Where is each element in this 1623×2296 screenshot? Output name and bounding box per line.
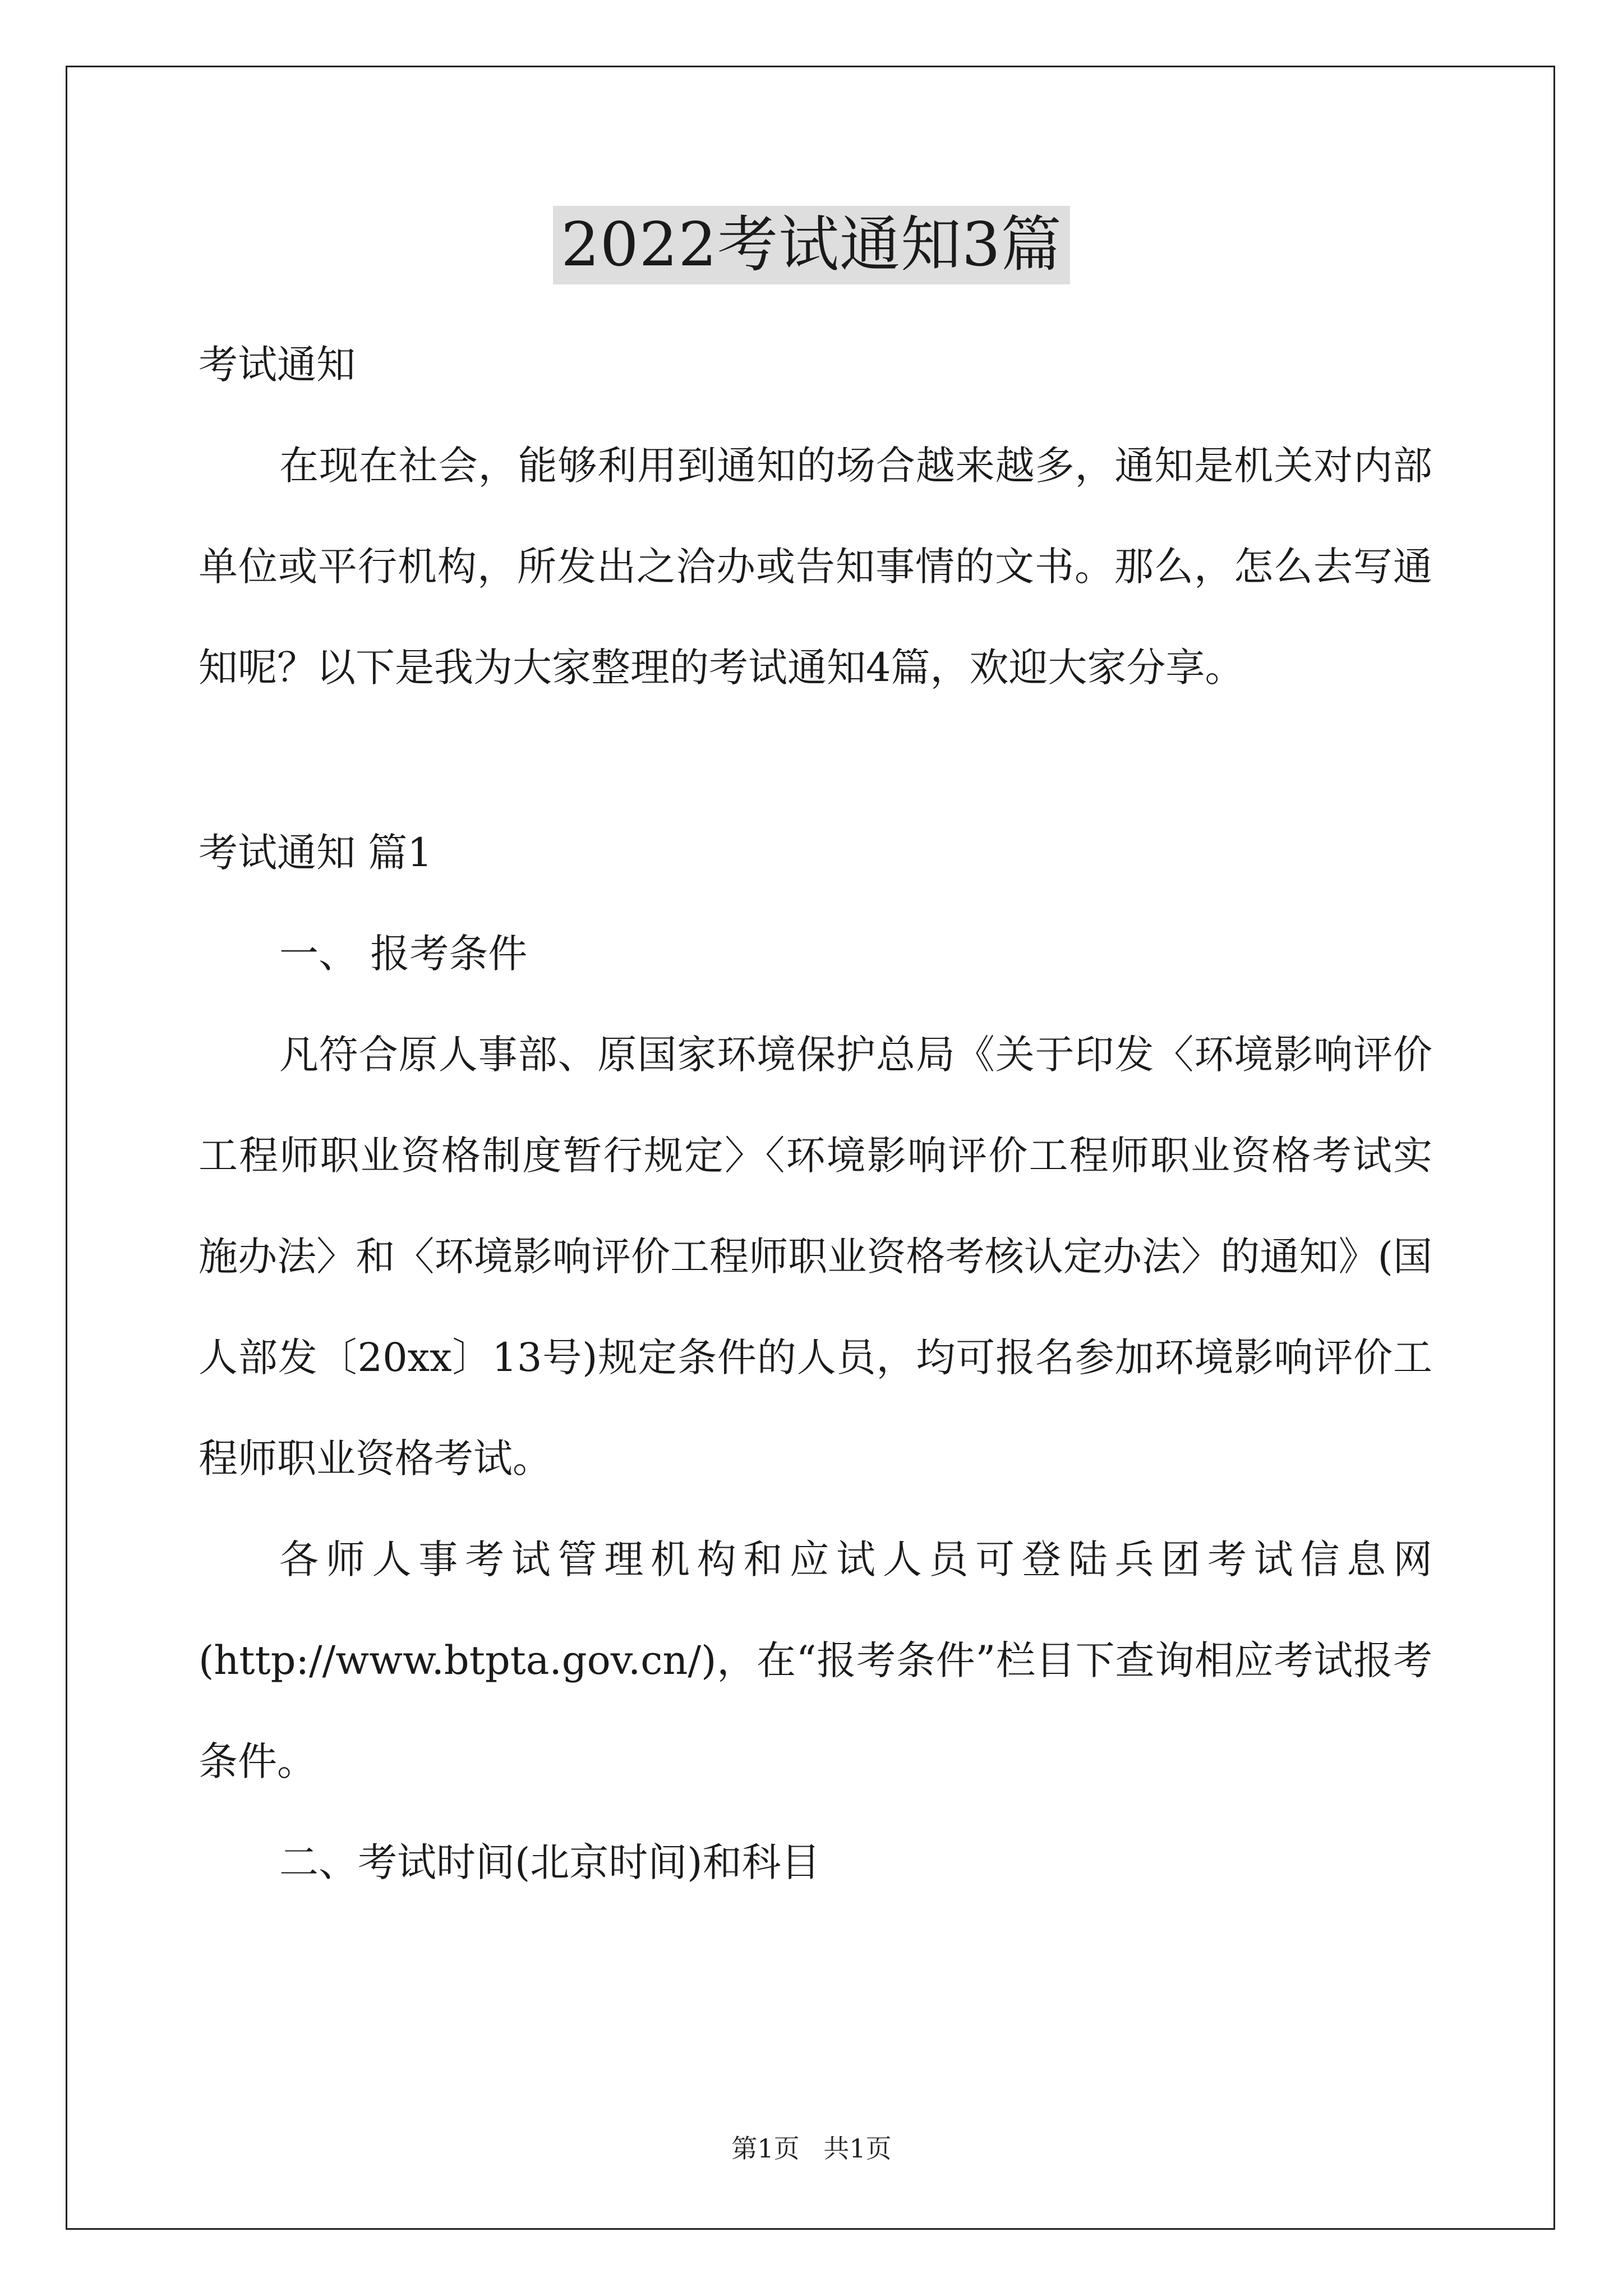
item1-paragraph-2: 各师人事考试管理机构和应试人员可登陆兵团考试信息网(http://www.btpta.gov.cn/)，在“报考条件”栏目下查询相应考试报考条件。 (199, 1536, 1432, 1784)
intro-paragraph: 在现在社会，能够利用到通知的场合越来越多，通知是机关对内部单位或平行机构，所发出之洽办或告知事情的文书。那么，怎么去写通知呢？以下是我为大家整理的考试通知4篇，欢迎大家分享。 (199, 443, 1432, 691)
document-body (199, 314, 1432, 1913)
item1-paragraph-1: 凡符合原人事部、原国家环境保护总局《关于印发〈环境影响评价工程师职业资格制度暂行规定〉〈环境影响评价工程师职业资格考试实施办法〉和〈环境影响评价工程师职业资格考核认定办法〉的通知》(国人部发〔20xx〕13号)规定条件的人员，均可报名参加环境影响评价工程师职业资格考试。 (199, 1032, 1432, 1481)
page-footer (0, 2132, 1623, 2165)
page-number: 第1页 (731, 2133, 800, 2164)
item-heading-2: 二、考试时间(北京时间)和科目 (279, 1839, 820, 1885)
document-title: 2022考试通知3篇 (553, 206, 1070, 284)
item-heading-1: 一、 报考条件 (279, 931, 528, 977)
section-heading-1: 考试通知 篇1 (199, 830, 432, 876)
intro-heading: 考试通知 (199, 342, 356, 388)
title-area (0, 206, 1623, 284)
page-total: 共1页 (823, 2133, 892, 2164)
